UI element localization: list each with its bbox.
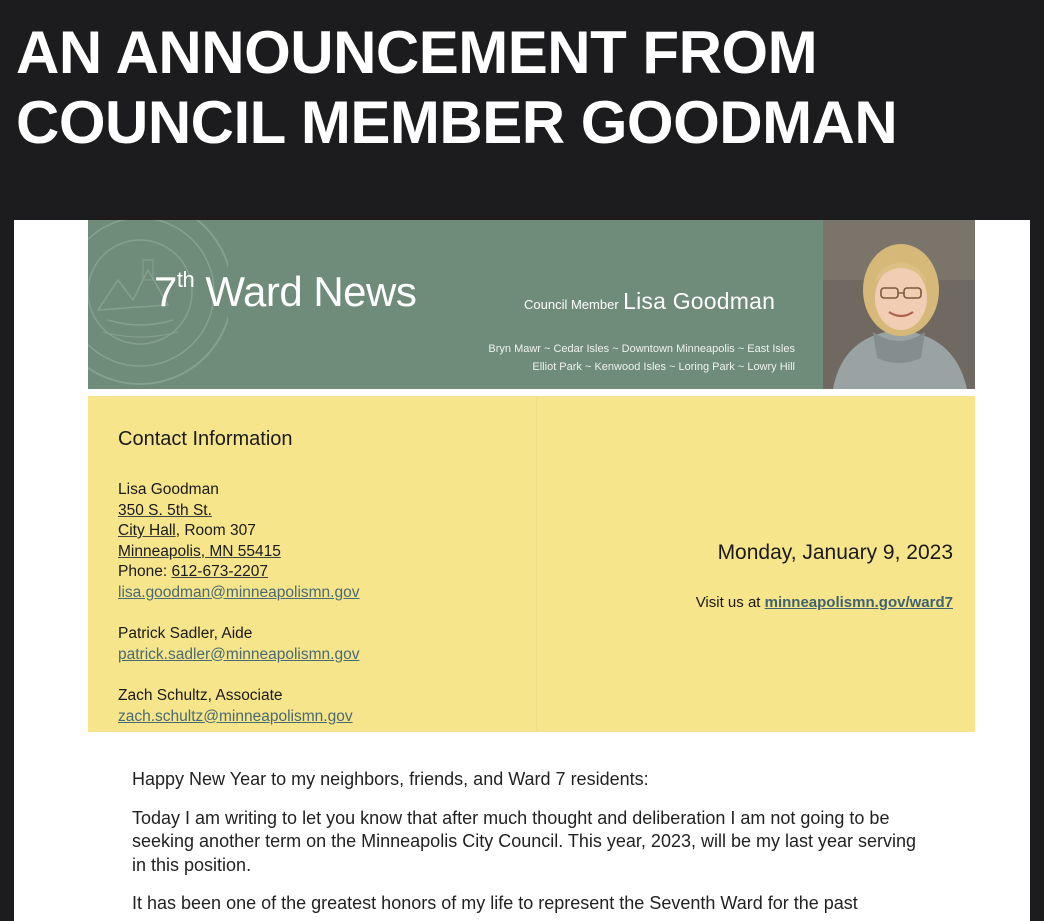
- letter-body: [132, 768, 932, 921]
- letter-paragraph: It has been one of the greatest honors of my life to represent the Seventh Ward for the past: [132, 893, 858, 913]
- ward-number: 7: [154, 268, 177, 315]
- contact-heading: Contact Information: [118, 428, 293, 450]
- letter-paragraph: Today I am writing to let you know that after much thought and deliberation I am not going to be seeking another term on the Minneapolis City Council. This year, 2023, will be my last year serving in this position.: [132, 807, 917, 875]
- council-member-name: Lisa Goodman: [623, 288, 776, 314]
- city-hall-link[interactable]: City Hall: [118, 522, 176, 539]
- newsletter: [14, 220, 1030, 921]
- newsletter-date: Monday, January 9, 2023: [717, 541, 953, 564]
- ward-website-link[interactable]: minneapolismn.gov/ward7: [764, 594, 953, 611]
- aide-email-link[interactable]: patrick.sadler@minneapolismn.gov: [118, 645, 360, 663]
- ward-label: Ward News: [205, 268, 417, 315]
- associate-name: Zach Schultz, Associate: [118, 687, 283, 704]
- visit-label: Visit us at: [695, 594, 765, 611]
- phone-label: Phone:: [118, 563, 172, 580]
- council-member-line: [524, 288, 775, 315]
- contact-name: Lisa Goodman: [118, 481, 219, 498]
- ward-suffix: th: [176, 267, 195, 292]
- city-address-link[interactable]: Minneapolis, MN 55415: [118, 542, 281, 560]
- aide-name: Patrick Sadler, Aide: [118, 625, 253, 642]
- street-address-link[interactable]: 350 S. 5th St.: [118, 501, 212, 519]
- ward-news-title: [154, 268, 416, 316]
- contact-details: [118, 480, 359, 727]
- column-divider: [536, 396, 537, 732]
- neighborhood-line: Elliot Park ~ Kenwood Isles ~ Loring Park ~ Lowry Hill: [532, 361, 795, 373]
- council-member-label: Council Member: [524, 297, 619, 312]
- neighborhood-list: [488, 340, 795, 376]
- contact-panel: [88, 396, 975, 732]
- room-number: , Room 307: [175, 522, 256, 539]
- associate-email-link[interactable]: zach.schultz@minneapolismn.gov: [118, 707, 353, 725]
- phone-link[interactable]: 612-673-2207: [171, 563, 268, 580]
- email-link[interactable]: lisa.goodman@minneapolismn.gov: [118, 583, 360, 601]
- council-member-photo: [823, 220, 975, 389]
- letter-greeting: Happy New Year to my neighbors, friends, and Ward 7 residents:: [132, 769, 649, 789]
- newsletter-banner: [88, 220, 975, 389]
- headline: AN ANNOUNCEMENT FROM COUNCIL MEMBER GOODMAN: [16, 19, 898, 156]
- neighborhood-line: Bryn Mawr ~ Cedar Isles ~ Downtown Minneapolis ~ East Isles: [488, 343, 795, 355]
- visit-line: [696, 594, 953, 611]
